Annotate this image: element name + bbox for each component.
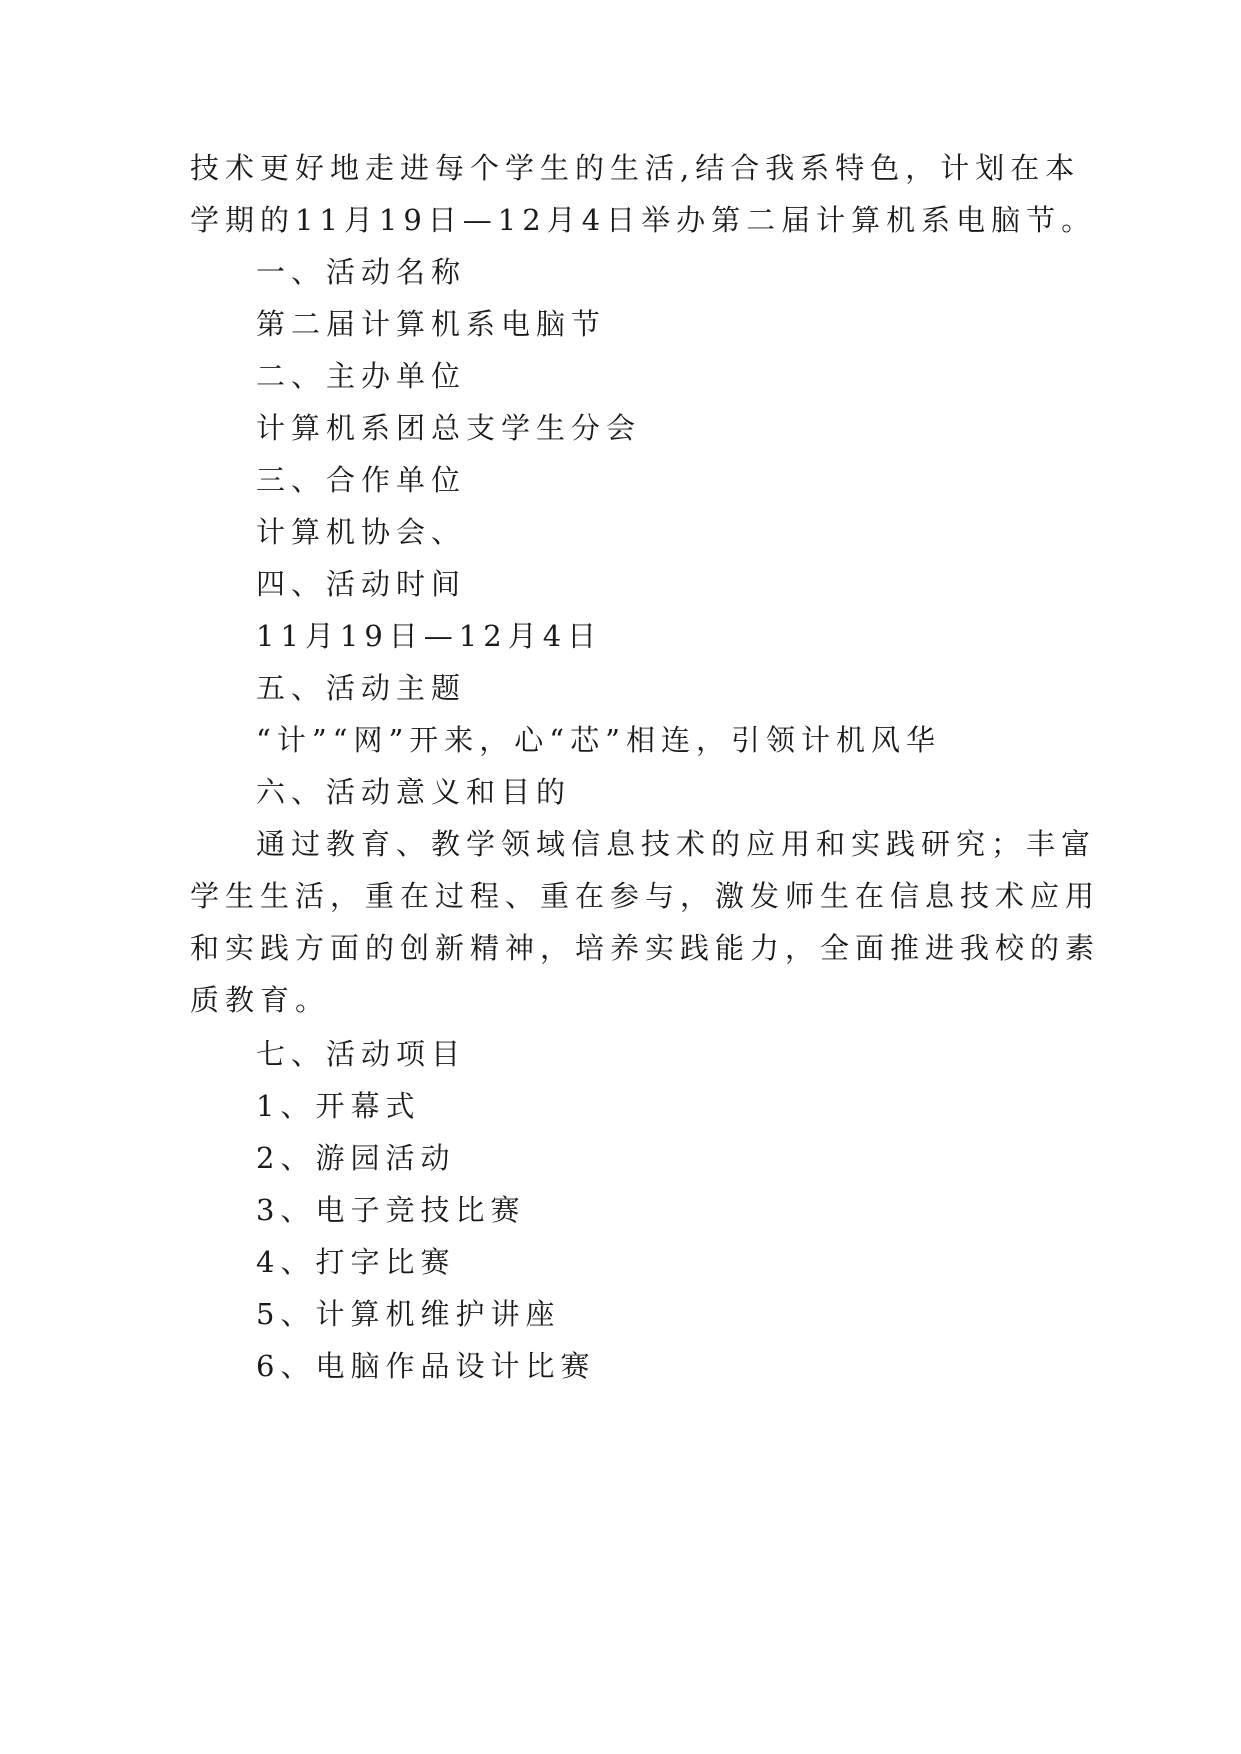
project-item: 3、电子竞技比赛: [256, 1193, 526, 1227]
section-heading-theme: 五、活动主题: [256, 671, 467, 705]
project-item: 2、游园活动: [256, 1141, 456, 1175]
purpose-line-3: 和实践方面的创新精神，培养实践能力，全面推进我校的素: [190, 931, 1101, 965]
project-item: 1、开幕式: [256, 1089, 421, 1123]
section-heading-partner: 三、合作单位: [256, 463, 467, 497]
section-heading-name: 一、活动名称: [256, 255, 467, 289]
purpose-line-2: 学生生活，重在过程、重在参与，激发师生在信息技术应用: [190, 879, 1101, 913]
section-content-name: 第二届计算机系电脑节: [256, 307, 607, 341]
section-content-theme: “计”“网”开来，心“芯”相连，引领计机风华: [256, 723, 941, 757]
intro-line-1: 技术更好地走进每个学生的生活,结合我系特色，计划在本: [190, 151, 1081, 185]
purpose-line-4: 质教育。: [190, 983, 331, 1017]
section-heading-organizer: 二、主办单位: [256, 359, 467, 393]
project-item: 4、打字比赛: [256, 1245, 456, 1279]
section-heading-time: 四、活动时间: [256, 567, 467, 601]
projects-heading: 七、活动项目: [256, 1037, 467, 1071]
intro-line-2: 学期的11月19日—12月4日举办第二届计算机系电脑节。: [190, 203, 1097, 237]
section-content-time: 11月19日—12月4日: [256, 619, 603, 653]
section-content-partner: 计算机协会、: [256, 515, 467, 549]
project-item: 6、电脑作品设计比赛: [256, 1349, 596, 1383]
project-item: 5、计算机维护讲座: [256, 1297, 561, 1331]
section-content-organizer: 计算机系团总支学生分会: [256, 411, 642, 445]
purpose-heading: 六、活动意义和目的: [256, 775, 572, 809]
purpose-line-1: 通过教育、教学领域信息技术的应用和实践研究；丰富: [256, 827, 1097, 861]
